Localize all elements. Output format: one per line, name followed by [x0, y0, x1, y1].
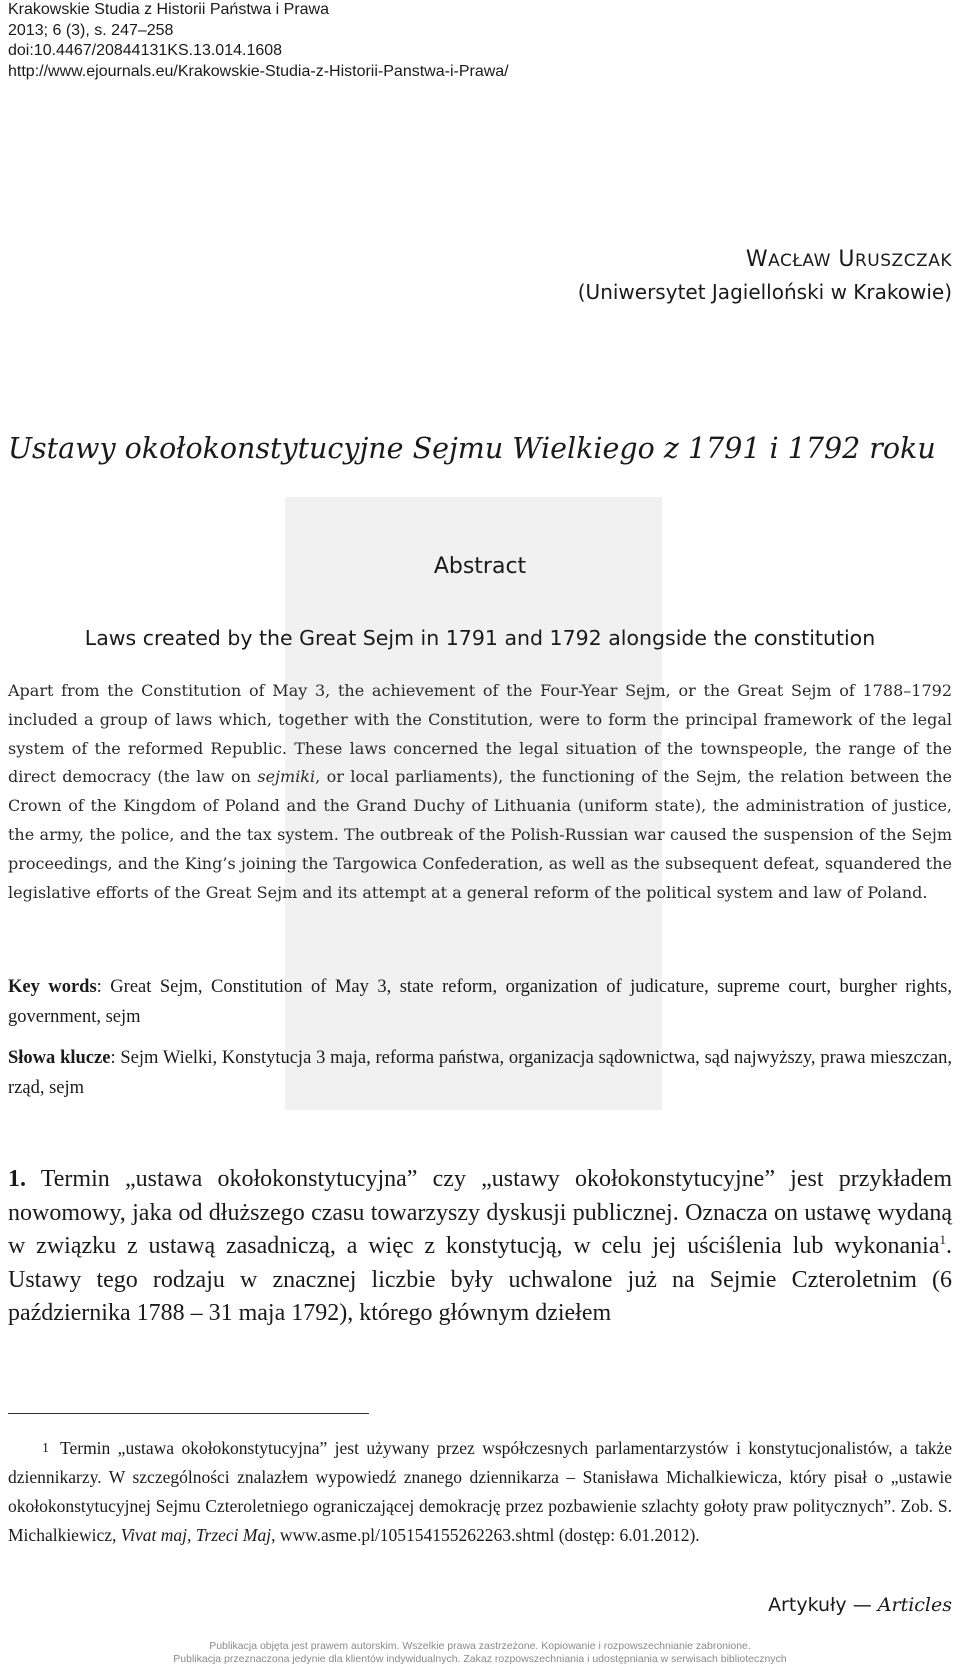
keywords — [8, 972, 952, 1032]
author-name: WACŁAW URUSZCZAK — [745, 247, 952, 272]
footnote-ref[interactable]: 1 — [939, 1232, 946, 1248]
body-paragraph: 1. Termin „ustawa okołokonstytucyjna” czy „ustawy okołokonstytucyjne” jest przykładem nowomowy, jaka od dłuższego czasu towarzyszy dyskusji publicznej. Oznacza on ustawę wydaną w związku z ustawą zasadniczą, a więc z konstytucją, w celu jej uściślenia lub wykonania$^1$. Ustawy tego rodzaju w znacznej liczbie były uchwalone już na Sejmie Czteroletnim (6 października 1788 – 31 maja 1792), którego głównym dziełem — [8, 1166, 952, 1327]
author-block — [578, 243, 952, 306]
abstract-subtitle: Laws created by the Great Sejm in 1791 and 1792 alongside the constitution — [84, 626, 876, 650]
article-title: Ustawy okołokonstytucyjne Sejmu Wielkiego z 1791 i 1792 roku — [8, 432, 936, 465]
journal-name: Krakowskie Studia z Historii Państwa i Prawa — [8, 1, 330, 18]
author-affiliation: (Uniwersytet Jagielloński w Krakowie) — [577, 280, 952, 304]
journal-meta — [8, 0, 509, 82]
section-number: 1. — [8, 1166, 26, 1192]
abstract-heading: Abstract — [433, 554, 527, 579]
running-footer: Artykuły — Articles — [768, 1594, 952, 1616]
keywords-text: : Great Sejm, Constitution of May 3, state reform, organization of judicature, supreme court, burgher rights, government, sejm — [8, 977, 952, 1027]
journal-url[interactable]: http://www.ejournals.eu/Krakowskie-Studia-z-Historii-Panstwa-i-Prawa/ — [8, 62, 509, 80]
footnote-number: 1 — [42, 1441, 49, 1456]
copyright-notice: Publikacja objęta jest prawem autorskim. Wszelkie prawa zastrzeżone. Kopiowanie i rozpowszechnianie zabronione. Publikacja przeznaczona jedynie dla klientów indywidualnych. Zakaz rozpowszechniania i udostępniania w serwisach bibliotecznych — [173, 1640, 787, 1665]
abstract-text: Apart from the Constitution of May 3, the achievement of the Four-Year Sejm, or the Great Sejm of 1788–1792 included a group of laws which, together with the Constitution, were to form the principal framework of the legal system of the reformed Republic. These laws concerned the legal situation of the townspeople, the range of the direct democracy (the law on sejmiki, or local parliaments), the functioning of the Sejm, the relation between the Crown of the Kingdom of Poland and the Grand Duchy of Lithuania (uniform state), the administration of justice, the army, the police, and the tax system. The outbreak of the Polish-Russian war caused the suspension of the Sejm proceedings, and the King’s joining the Targowica Confederation, as well as the subsequent defeat, squandered the legislative efforts of the Great Sejm and its attempt at a general reform of the political system and law of Poland. — [8, 681, 953, 902]
footnote: 1 Termin „ustawa okołokonstytucyjna” jest używany przez współczesnych parlamentarzystów i konstytucjonalistów, a także dziennikarzy. W szczególności znalazłem wypowiedź znanego dziennikarza – Stanisława Michalkiewicza, który pisał o „ustawie okołokonstytucyjnej Sejmu Czteroletniego ograniczającej demokrację przez pozbawienie szlachty gołoty praw politycznych”. Zob. S. Michalkiewicz, Vivat maj, Trzeci Maj, www.asme.pl/105154155262263.shtml (dostęp: 6.01.2012). — [8, 1434, 952, 1550]
keywords-label: Key words — [8, 977, 97, 997]
slowa-klucze-label: Słowa klucze — [8, 1048, 111, 1068]
journal-issue: 2013; 6 (3), s. 247–258 — [8, 21, 174, 39]
doi: doi:10.4467/20844131KS.13.014.1608 — [8, 42, 283, 59]
slowa-klucze-text: : Sejm Wielki, Konstytucja 3 maja, reforma państwa, organizacja sądownictwa, sąd najwyższy, prawa mieszczan, rząd, sejm — [8, 1048, 952, 1098]
footnote-divider — [8, 1413, 369, 1414]
slowa-klucze — [8, 1043, 952, 1103]
